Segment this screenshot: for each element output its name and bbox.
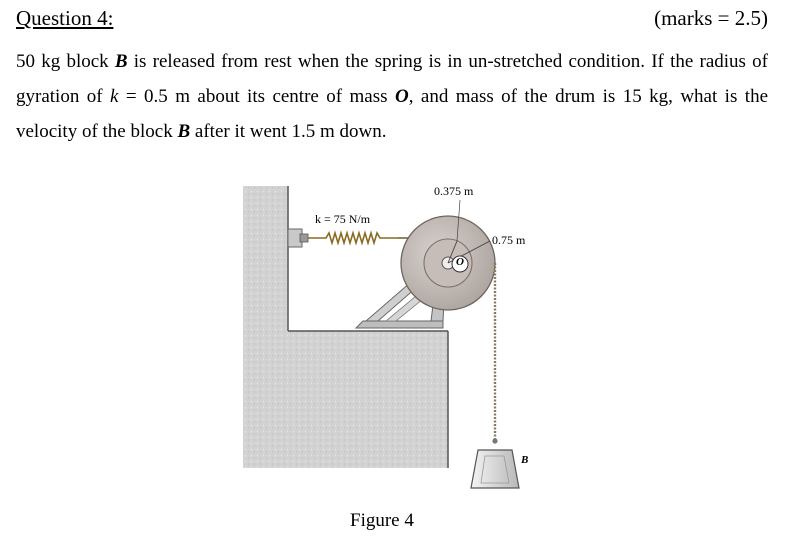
k-symbol: k [110,86,119,107]
text-part: 50 kg block [16,51,115,72]
center-label: O [456,256,464,268]
question-text [16,44,768,149]
text-part: = 0.5 m about its centre of mass [118,86,395,107]
figure-4 [238,178,568,498]
text-part: , and mass of the drum is 15 kg, what is the velocity of the block [16,86,768,142]
question-title: Question 4: [16,6,114,30]
spring [308,233,398,243]
support-base [356,321,443,328]
spring-constant-label: k = 75 N/m [315,212,371,226]
pulley-diagram [238,178,568,498]
question-header [16,6,768,34]
inner-radius-label: 0.375 m [434,184,474,198]
question-marks: (marks = 2.5) [654,6,768,30]
text-part: is released from rest when the spring is in un-stretched condition. If the radius of gyration of [16,51,768,107]
block-symbol: B [177,121,191,142]
cable-hook [492,438,497,443]
block-symbol: B [114,51,128,72]
figure-caption: Figure 4 [350,510,414,531]
center-symbol: O [394,86,409,107]
text-part: after it went 1.5 m down. [190,121,387,142]
outer-radius-label: 0.75 m [492,233,526,247]
block-label: B [521,454,529,466]
